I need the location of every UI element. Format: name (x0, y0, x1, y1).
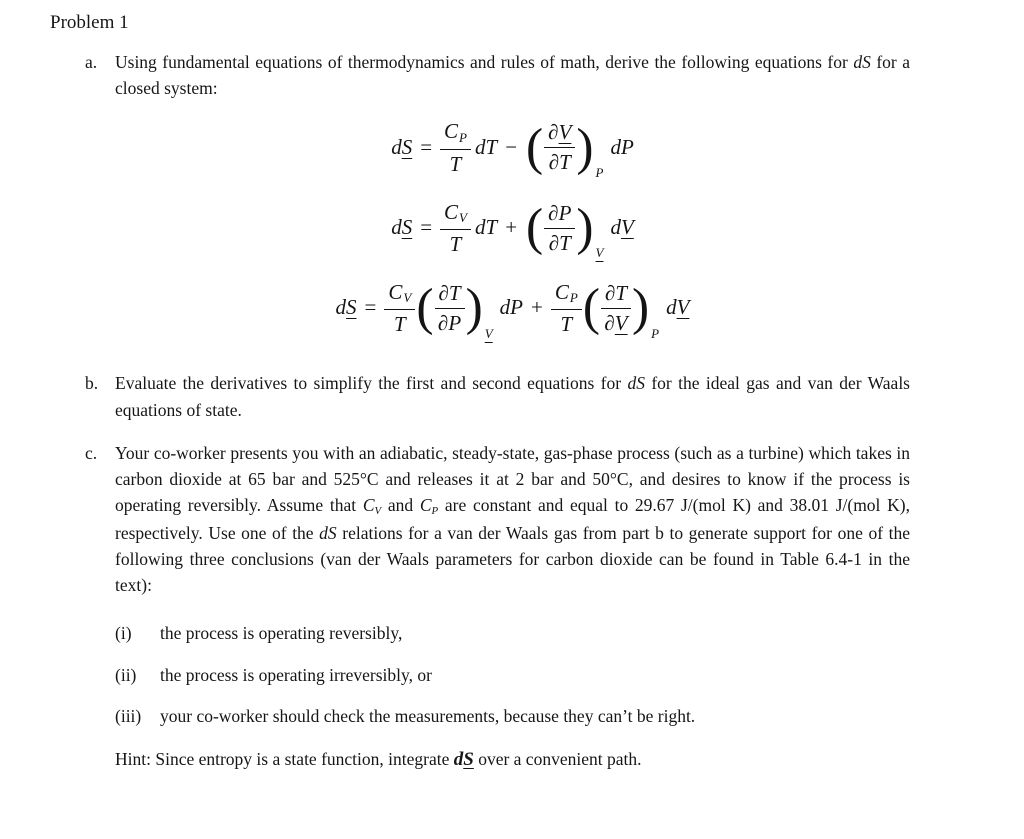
differential-V (666, 292, 689, 324)
math-token: C (388, 279, 403, 304)
math-token-underlined: V (558, 120, 572, 145)
inline-math-ds: dS (853, 51, 871, 72)
close-paren: ) (632, 279, 650, 337)
denominator (438, 309, 461, 335)
partial-symbol: ∂ (548, 200, 559, 225)
math-token-underlined: S (401, 215, 413, 240)
open-paren: ( (526, 199, 544, 257)
equation-block (115, 118, 910, 341)
fraction (384, 280, 415, 336)
numerator (544, 120, 575, 148)
subscript: P (569, 290, 578, 306)
close-paren: ) (576, 199, 594, 257)
differential-V (610, 212, 633, 244)
differential-P (610, 132, 633, 164)
inline-math-ds: dS (627, 373, 645, 394)
math-token-underlined: S (463, 749, 474, 771)
math-token: T (485, 134, 498, 159)
conclusion-label: (ii) (115, 664, 137, 685)
subscript: V (403, 290, 412, 306)
math-token: T (559, 150, 571, 175)
text-segment: relations for a van der Waals gas from part b to generate support for one of the following three conclusions (van der Waals parameters for carbon dioxide can be found in Table 6.4-1 in the text): (115, 522, 910, 596)
open-paren: ( (582, 279, 600, 337)
equals-sign: = (420, 134, 433, 159)
differential-entropy (391, 212, 412, 244)
equation-1 (115, 118, 910, 181)
plus-sign: + (505, 215, 518, 240)
denominator (394, 310, 406, 336)
inline-math-ds: dS (319, 522, 337, 543)
text-segment: Using fundamental equations of thermodynamics and rules of math, derive the following equations for (115, 51, 854, 72)
math-token: d (610, 134, 621, 159)
math-token-underlined: S (346, 295, 357, 320)
part-c-text (115, 440, 910, 599)
conclusion-item-ii (115, 662, 910, 688)
math-token: d (391, 134, 402, 159)
math-token: T (449, 151, 462, 176)
math-token-underlined: V (620, 215, 634, 240)
differential-T (475, 212, 497, 244)
open-paren: ( (416, 279, 434, 337)
conclusion-label: (iii) (115, 705, 142, 726)
paren-subscript: V (595, 245, 604, 261)
text-segment: over a convenient path. (473, 749, 642, 770)
math-token: T (559, 230, 571, 255)
open-paren: ( (526, 118, 544, 176)
text-segment: Your co-worker presents you with an adiabatic, steady-state, gas-phase process (such as a turbine) which takes in carbon dioxide at 65 bar and 525°C and releases it at 2 bar and 50°C, and desires to know if the process is operating reversibly. Assume that (115, 442, 910, 516)
subscript: P (459, 129, 467, 145)
fraction (601, 281, 631, 335)
conclusion-label: (i) (115, 623, 132, 644)
math-token: T (615, 281, 628, 306)
paren-subscript: P (651, 325, 660, 341)
math-token: C (554, 279, 569, 304)
equation-3 (115, 279, 910, 341)
hint-paragraph (115, 746, 910, 775)
numerator (440, 119, 471, 149)
numerator (435, 281, 465, 309)
part-b-text (115, 370, 910, 423)
equals-sign: = (420, 215, 433, 240)
differential-P (500, 292, 523, 324)
math-token: P (448, 311, 462, 336)
denominator (450, 150, 462, 176)
conclusion-text: the process is operating reversibly, (160, 623, 403, 644)
problem-part-c (50, 440, 910, 599)
math-token: T (449, 231, 462, 256)
math-token: C (444, 199, 459, 224)
conclusion-text: your co-worker should check the measurements, because they can’t be right. (160, 705, 696, 726)
fraction (544, 120, 575, 174)
numerator (551, 280, 582, 310)
math-token: d (475, 215, 486, 240)
math-token-underlined: V (614, 311, 628, 336)
text-segment: Hint: Since entropy is a state function, integrate (115, 749, 454, 770)
numerator (601, 281, 631, 309)
differential-T (475, 132, 497, 164)
fraction (544, 201, 575, 255)
text-segment: are constant and equal to 29.67 J/(mol K) and 38.01 J/(mol K), respectively. Use one of the (115, 495, 910, 543)
denominator (450, 230, 462, 256)
math-token: T (448, 281, 461, 306)
math-token: d (391, 215, 402, 240)
math-token: d (475, 134, 486, 159)
denominator (549, 229, 571, 255)
differential-entropy (391, 132, 412, 164)
partial-symbol: ∂ (438, 281, 449, 306)
math-token: C (362, 495, 375, 516)
denominator (604, 309, 627, 335)
text-segment: Evaluate the derivatives to simplify the first and second equations for (115, 373, 628, 394)
math-token-underlined: V (676, 295, 690, 320)
math-token: T (394, 312, 406, 337)
fraction (440, 200, 471, 256)
math-token: T (485, 215, 498, 240)
math-token: P (510, 295, 523, 320)
math-token-underlined: S (401, 134, 413, 159)
partial-symbol: ∂ (604, 281, 616, 306)
text-segment: and (381, 495, 420, 516)
partial-symbol: ∂ (548, 230, 560, 255)
fraction (440, 119, 471, 175)
heat-capacity-cp (419, 495, 439, 518)
part-a-text (115, 49, 910, 102)
math-token: P (558, 200, 572, 225)
close-paren: ) (465, 279, 483, 337)
numerator (440, 200, 471, 230)
plus-sign: + (531, 295, 543, 320)
inline-math-ds (454, 749, 474, 770)
fraction (551, 280, 582, 336)
math-token: d (666, 295, 677, 320)
math-token: C (444, 119, 459, 144)
partial-symbol: ∂ (437, 311, 449, 336)
problem-part-b (50, 370, 910, 423)
minus-sign: − (505, 134, 518, 159)
math-token: T (560, 312, 573, 337)
denominator (549, 148, 571, 174)
math-token: d (610, 215, 621, 240)
text-segment: for a closed system: (115, 51, 910, 99)
math-token: d (453, 749, 464, 771)
paren-subscript: V (484, 325, 493, 341)
subscript: V (459, 209, 467, 225)
equals-sign: = (364, 295, 377, 320)
conclusion-item-i (115, 620, 910, 646)
conclusion-item-iii (115, 703, 910, 729)
math-token: C (419, 495, 432, 516)
partial-symbol: ∂ (604, 311, 615, 336)
heat-capacity-cv (362, 495, 382, 518)
part-b-label: b. (85, 373, 99, 394)
problem-part-a (50, 49, 910, 102)
differential-entropy (336, 292, 357, 324)
fraction (435, 281, 465, 335)
math-token: d (499, 295, 511, 320)
page-title: Problem 1 (50, 12, 129, 33)
partial-symbol: ∂ (548, 150, 560, 175)
subscript: V (374, 505, 382, 518)
partial-symbol: ∂ (548, 120, 559, 145)
math-token: P (620, 134, 634, 159)
equation-2 (115, 199, 910, 261)
part-c-label: c. (85, 442, 98, 463)
conclusion-text: the process is operating irreversibly, or (160, 664, 432, 685)
part-a-label: a. (85, 51, 98, 72)
denominator (560, 310, 572, 336)
numerator (384, 280, 415, 310)
math-token: d (335, 295, 347, 320)
subscript: P (431, 505, 439, 518)
paren-subscript: P (595, 165, 604, 181)
numerator (544, 201, 575, 229)
close-paren: ) (576, 118, 594, 176)
text-segment: for the ideal gas and van der Waals equations of state. (115, 373, 910, 420)
